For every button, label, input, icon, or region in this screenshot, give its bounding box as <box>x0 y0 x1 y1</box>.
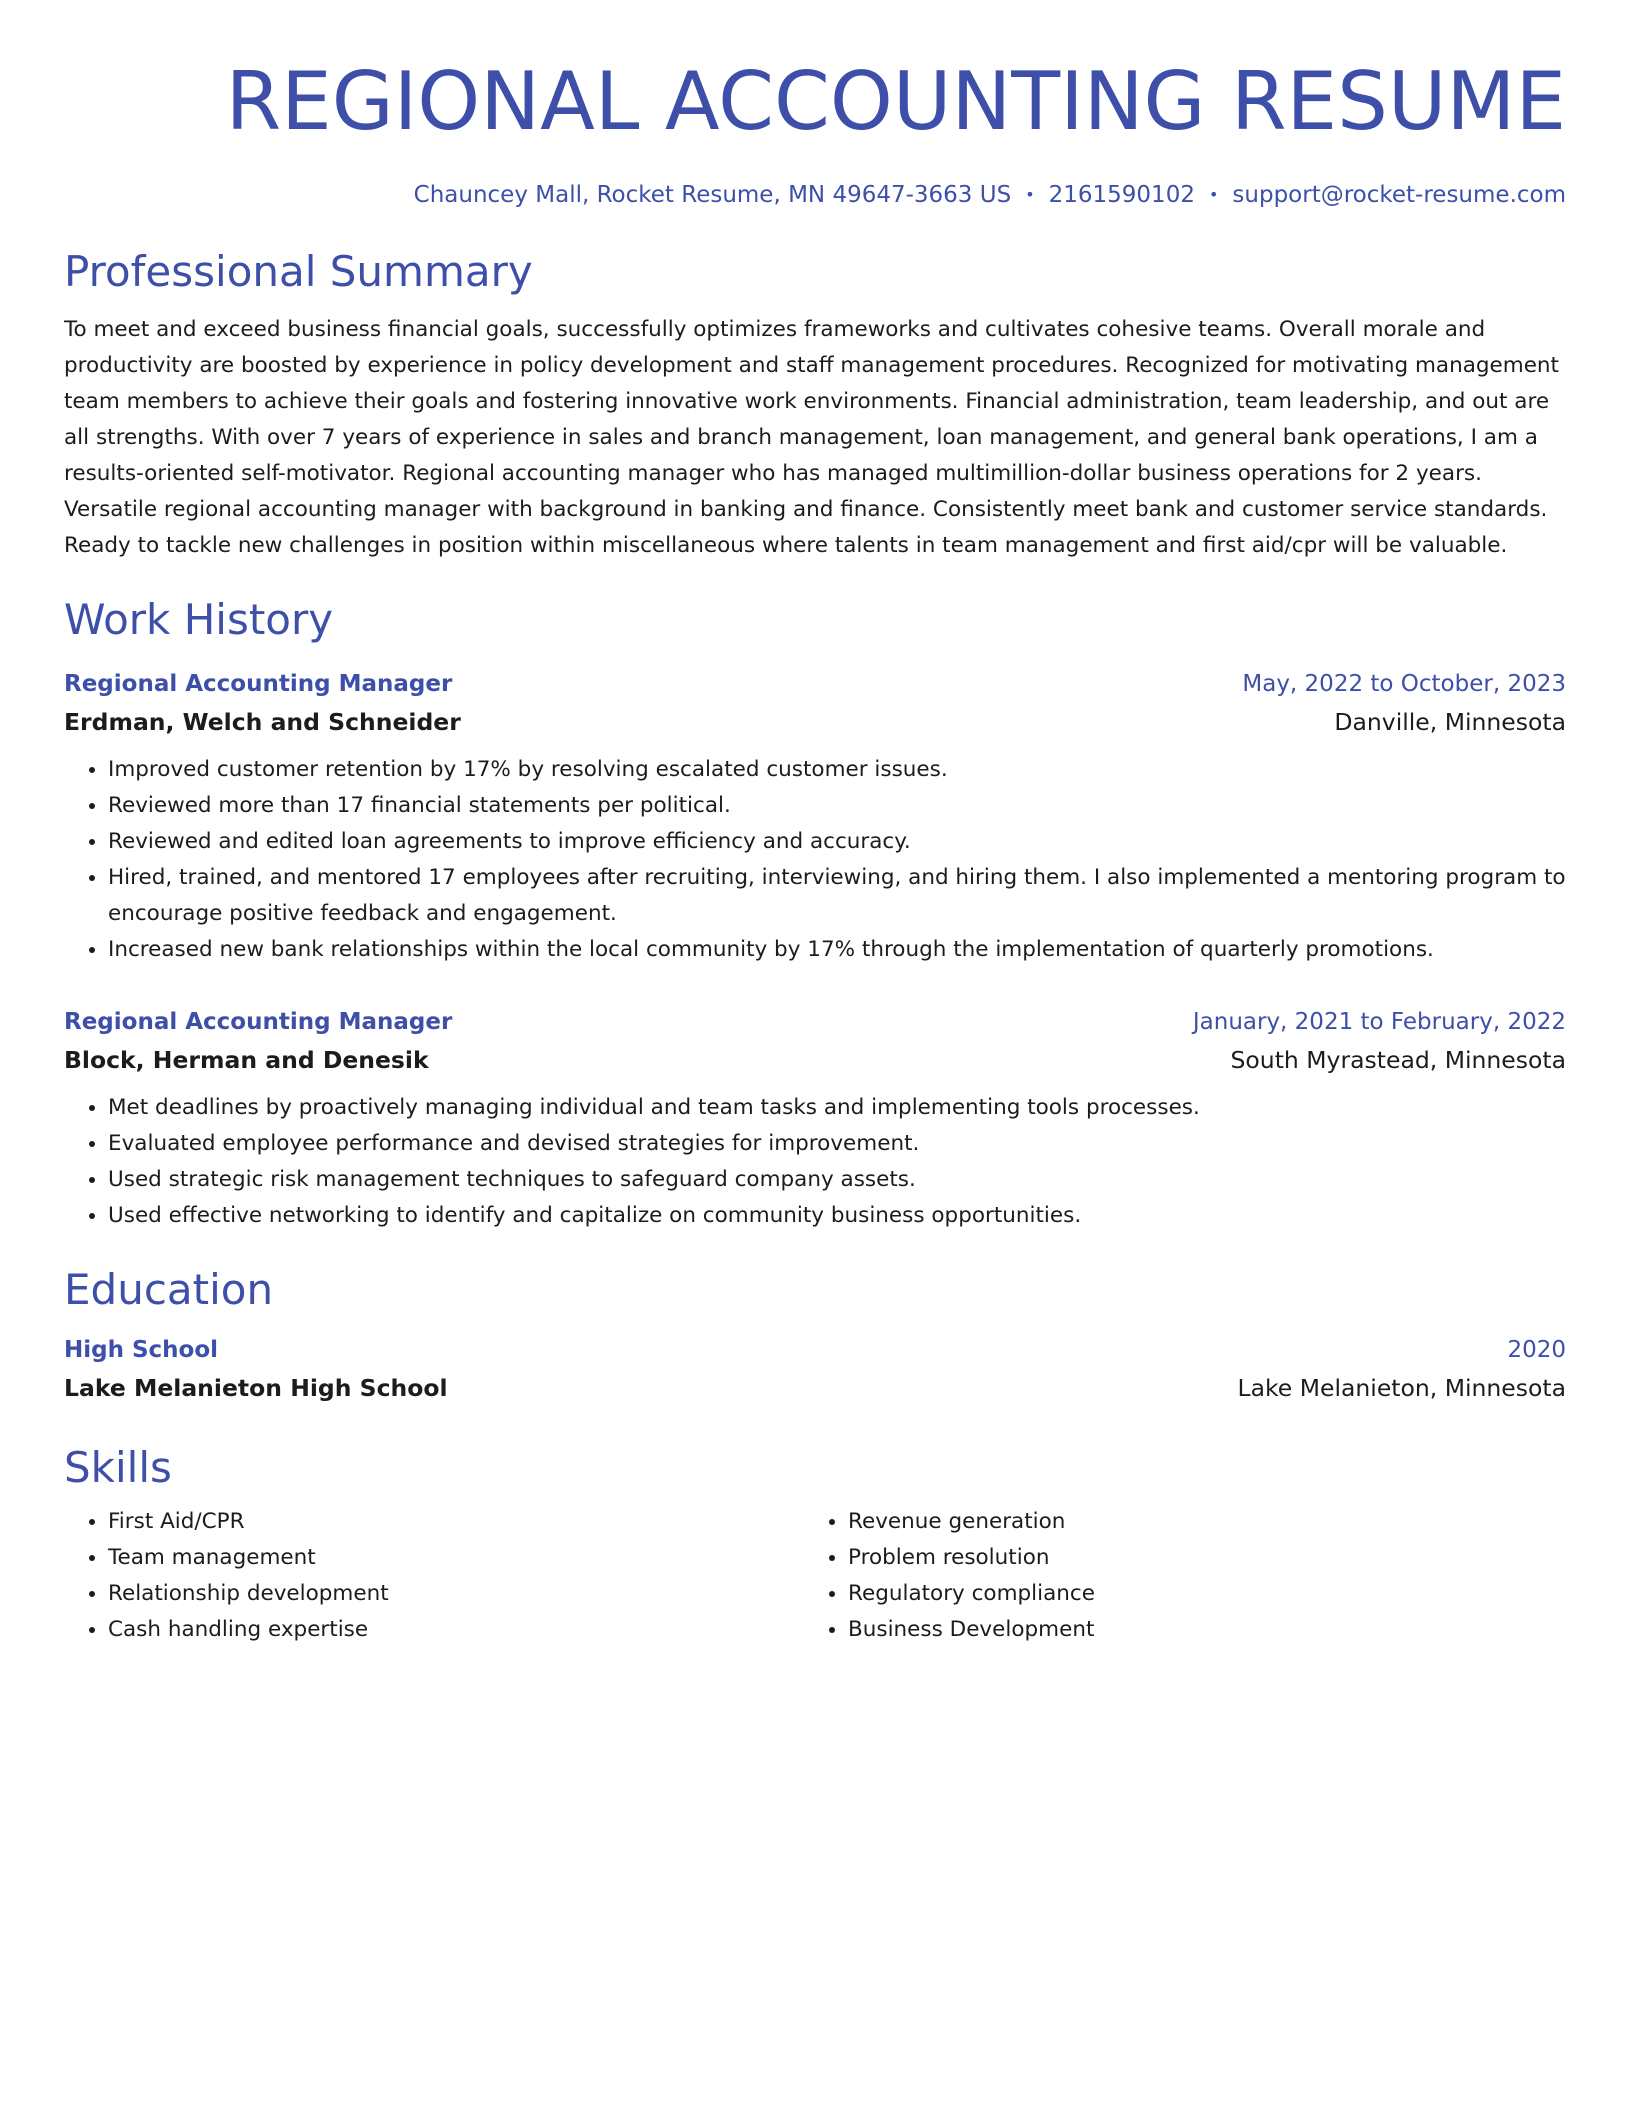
skill-item: • Problem resolution <box>848 1540 1498 1576</box>
skill-item: • First Aid/CPR <box>108 1504 804 1540</box>
job-bullet: • Reviewed more than 17 financial statements per political. <box>108 788 1566 824</box>
skill-item: • Cash handling expertise <box>108 1612 804 1648</box>
job-bullet-list <box>64 1090 1566 1234</box>
job-bullet-list <box>64 752 1566 968</box>
skill-item: • Regulatory compliance <box>848 1576 1498 1612</box>
job-bullet: • Met deadlines by proactively managing individual and team tasks and implementing tools processes. <box>108 1090 1566 1126</box>
job-dates: May, 2022 to October, 2023 <box>1242 671 1566 697</box>
job-bullet: • Hired, trained, and mentored 17 employees after recruiting, interviewing, and hiring them. I also implemented a mentoring program to encourage positive feedback and engagement. <box>108 860 1566 932</box>
job-header-row <box>64 1004 1566 1040</box>
contact-phone: 2161590102 <box>1048 182 1195 208</box>
job-title: Regional Accounting Manager <box>64 671 453 697</box>
resume-header <box>64 0 1566 210</box>
education-year: 2020 <box>1507 1337 1566 1363</box>
contact-email[interactable]: support@rocket-resume.com <box>1232 182 1566 208</box>
job-bullet: • Used strategic risk management techniques to safeguard company assets. <box>108 1162 1566 1198</box>
job-bullet: • Evaluated employee performance and devised strategies for improvement. <box>108 1126 1566 1162</box>
contact-address: Chauncey Mall, Rocket Resume, MN 49647-3663 US <box>413 182 1012 208</box>
contact-separator: • <box>1208 185 1219 204</box>
education-school-row <box>64 1368 1566 1408</box>
job-employer: Erdman, Welch and Schneider <box>64 708 461 736</box>
job-entry <box>64 1004 1566 1234</box>
job-entry <box>64 666 1566 968</box>
job-employer: Block, Herman and Denesik <box>64 1046 429 1074</box>
education-entry <box>64 1332 1566 1408</box>
skill-item: • Revenue generation <box>848 1504 1498 1540</box>
job-title: Regional Accounting Manager <box>64 1009 453 1035</box>
education-school: Lake Melanieton High School <box>64 1374 448 1402</box>
contact-separator: • <box>1025 185 1035 204</box>
job-location: Danville, Minnesota <box>1334 708 1566 736</box>
job-header-row <box>64 666 1566 702</box>
job-bullet: • Improved customer retention by 17% by resolving escalated customer issues. <box>108 752 1566 788</box>
job-bullet: • Increased new bank relationships within the local community by 17% through the implementation of quarterly promotions. <box>108 932 1566 968</box>
section-title-education: Education <box>64 1265 274 1314</box>
education-header-row <box>64 1332 1566 1368</box>
job-bullet: • Used effective networking to identify and capitalize on community business opportunities. <box>108 1198 1566 1234</box>
job-location: South Myrastead, Minnesota <box>1230 1046 1566 1074</box>
skill-item: • Team management <box>108 1540 804 1576</box>
skills-columns <box>64 1504 1566 1648</box>
section-title-work-history: Work History <box>64 595 334 644</box>
job-bullet: • Reviewed and edited loan agreements to improve efficiency and accuracy. <box>108 824 1566 860</box>
skill-item: • Relationship development <box>108 1576 804 1612</box>
section-title-skills: Skills <box>64 1443 172 1492</box>
section-title-summary: Professional Summary <box>64 247 533 296</box>
job-dates: January, 2021 to February, 2022 <box>1192 1009 1566 1035</box>
skill-item: • Business Development <box>848 1612 1498 1648</box>
summary-text: To meet and exceed business financial goals, successfully optimizes frameworks and cultivates cohesive teams. Overall morale and productivity are boosted by experience in policy development and staff management procedures. Recognized for motivating management team members to achieve their goals and fostering innovative work environments. Financial administration, team leadership, and out are all strengths. With over 7 years of experience in sales and branch management, loan management, and general bank operations, I am a results-oriented self-motivator. Regional accounting manager who has managed multimillion-dollar business operations for 2 years. Versatile regional accounting manager with background in banking and finance. Consistently meet bank and customer service standards. Ready to tackle new challenges in position within miscellaneous where talents in team management and first aid/cpr will be valuable. <box>64 317 1559 558</box>
education-location: Lake Melanieton, Minnesota <box>1237 1374 1566 1402</box>
resume-page <box>64 0 1566 1648</box>
skills-list-right <box>804 1504 1498 1648</box>
job-employer-row <box>64 1040 1566 1080</box>
skills-list-left <box>64 1504 804 1648</box>
job-employer-row <box>64 702 1566 742</box>
contact-line <box>64 180 1566 210</box>
education-degree: High School <box>64 1337 219 1363</box>
resume-title: REGIONAL ACCOUNTING RESUME <box>225 55 1566 148</box>
